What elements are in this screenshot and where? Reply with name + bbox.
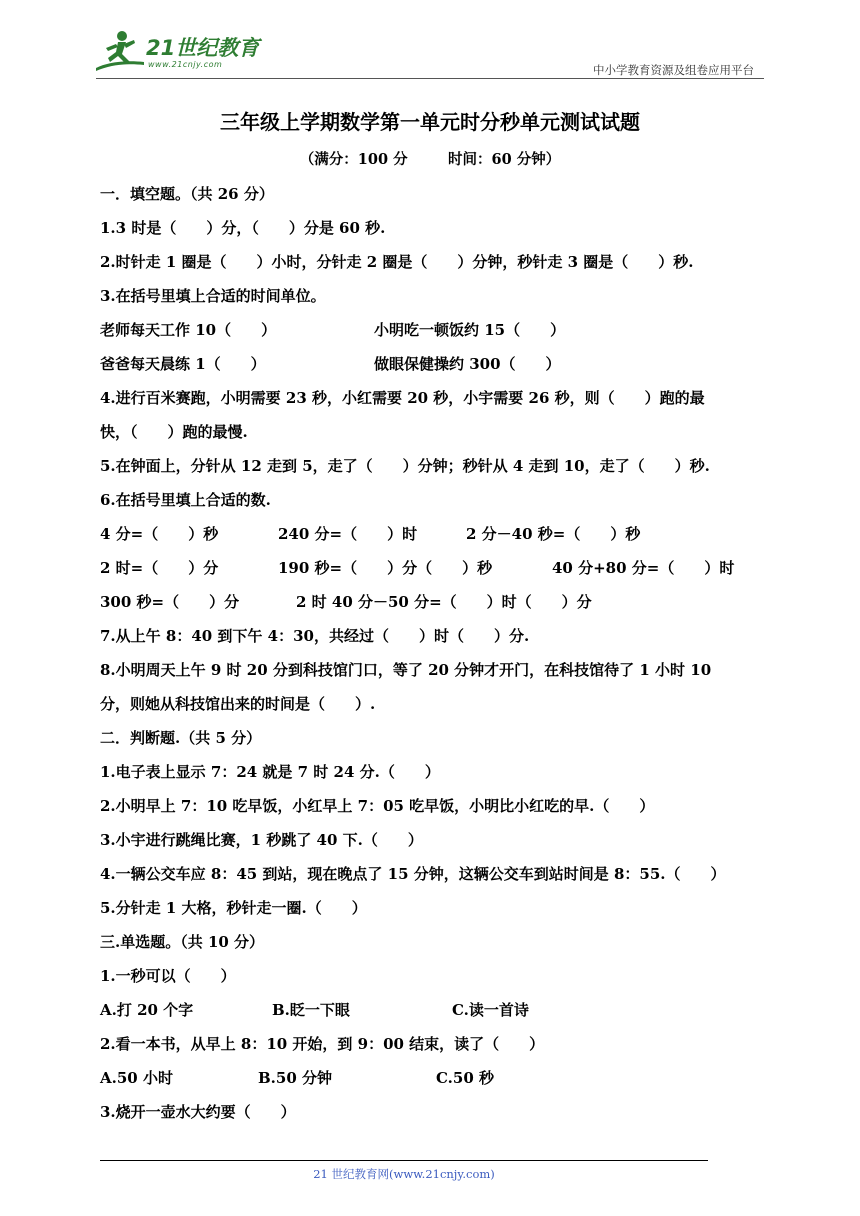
- header-divider: [96, 78, 764, 79]
- blank-item: 240 分=（ ）时: [278, 525, 418, 543]
- question-text: 5.分针走 1 大格，秒针走一圈.（ ）: [100, 899, 367, 917]
- choice-option: B.50 分钟: [258, 1069, 332, 1087]
- question-text: 2.小明早上 7：10 吃早饭，小红早上 7：05 吃早饭，小明比小红吃的早.（ ）: [100, 797, 655, 815]
- blank-item: 爸爸每天晨练 1（ ）: [100, 355, 266, 373]
- blank-item: 2 分－40 秒=（ ）秒: [466, 525, 641, 543]
- choice-option: A.打 20 个字: [100, 1001, 194, 1019]
- blank-item: 190 秒=（ ）分（ ）秒: [278, 559, 493, 577]
- question-text: 分，则她从科技馆出来的时间是（ ）.: [100, 695, 376, 713]
- choice-option: A.50 小时: [100, 1069, 173, 1087]
- section-heading-fill-blank: 一．填空题。（共 26 分）: [100, 185, 274, 203]
- footer-text: 21 世纪教育网(www.21cnjy.com): [313, 1167, 495, 1181]
- choice-option: B.眨一下眼: [272, 1001, 350, 1019]
- question-text: 6.在括号里填上合适的数.: [100, 491, 271, 509]
- blank-item: 300 秒=（ ）分: [100, 593, 240, 611]
- question-text: 8.小明周天上午 9 时 20 分到科技馆门口，等了 20 分钟才开门，在科技馆待了 1 小时 10: [100, 661, 712, 679]
- blank-item: 小明吃一顿饭约 15（ ）: [374, 321, 566, 339]
- logo-text: 21世纪教育: [146, 36, 260, 60]
- question-text: 1.一秒可以（ ）: [100, 967, 236, 985]
- blank-item: 2 时 40 分－50 分=（ ）时（ ）分: [296, 593, 592, 611]
- site-logo: [92, 28, 272, 78]
- blank-item: 2 时=（ ）分: [100, 559, 219, 577]
- choice-option: C.50 秒: [436, 1069, 494, 1087]
- page-title: 三年级上学期数学第一单元时分秒单元测试试题: [220, 110, 640, 134]
- blank-item: 4 分=（ ）秒: [100, 525, 219, 543]
- blank-item: 老师每天工作 10（ ）: [100, 321, 277, 339]
- question-text: 2.时针走 1 圈是（ ）小时，分针走 2 圈是（ ）分钟，秒针走 3 圈是（ ）秒.: [100, 253, 694, 271]
- question-text: 5.在钟面上，分针从 12 走到 5，走了（ ）分钟；秒针从 4 走到 10，走了（ ）秒.: [100, 457, 710, 475]
- question-text: 2.看一本书，从早上 8：10 开始，到 9：00 结束，读了（ ）: [100, 1035, 545, 1053]
- exam-info: （满分：100 分 时间：60 分钟）: [299, 151, 561, 168]
- question-text: 快，（ ）跑的最慢.: [100, 423, 248, 441]
- question-text: 3.小宇进行跳绳比赛，1 秒跳了 40 下.（ ）: [100, 831, 423, 849]
- choice-option: C.读一首诗: [452, 1001, 529, 1019]
- question-text: 1.电子表上显示 7：24 就是 7 时 24 分.（ ）: [100, 763, 440, 781]
- runner-icon: [92, 28, 148, 76]
- logo-url: www.21cnjy.com: [148, 60, 223, 69]
- blank-item: 做眼保健操约 300（ ）: [374, 355, 561, 373]
- question-text: 3.在括号里填上合适的时间单位。: [100, 287, 326, 305]
- question-text: 1.3 时是（ ）分，（ ）分是 60 秒.: [100, 219, 386, 237]
- blank-item: 40 分+80 分=（ ）时: [552, 559, 735, 577]
- platform-tagline: 中小学教育资源及组卷应用平台: [593, 63, 754, 77]
- question-text: 3.烧开一壶水大约要（ ）: [100, 1103, 296, 1121]
- question-text: 4.进行百米赛跑，小明需要 23 秒，小红需要 20 秒，小宇需要 26 秒，则（ ）跑的最: [100, 389, 705, 407]
- page-header: [0, 0, 860, 80]
- section-heading-true-false: 二．判断题.（共 5 分）: [100, 729, 262, 747]
- section-heading-multiple-choice: 三.单选题。（共 10 分）: [100, 933, 265, 951]
- footer-divider: [100, 1160, 708, 1161]
- question-text: 4.一辆公交车应 8：45 到站，现在晚点了 15 分钟，这辆公交车到站时间是 8：55.（ ）: [100, 865, 726, 883]
- question-text: 7.从上午 8：40 到下午 4：30，共经过（ ）时（ ）分.: [100, 627, 530, 645]
